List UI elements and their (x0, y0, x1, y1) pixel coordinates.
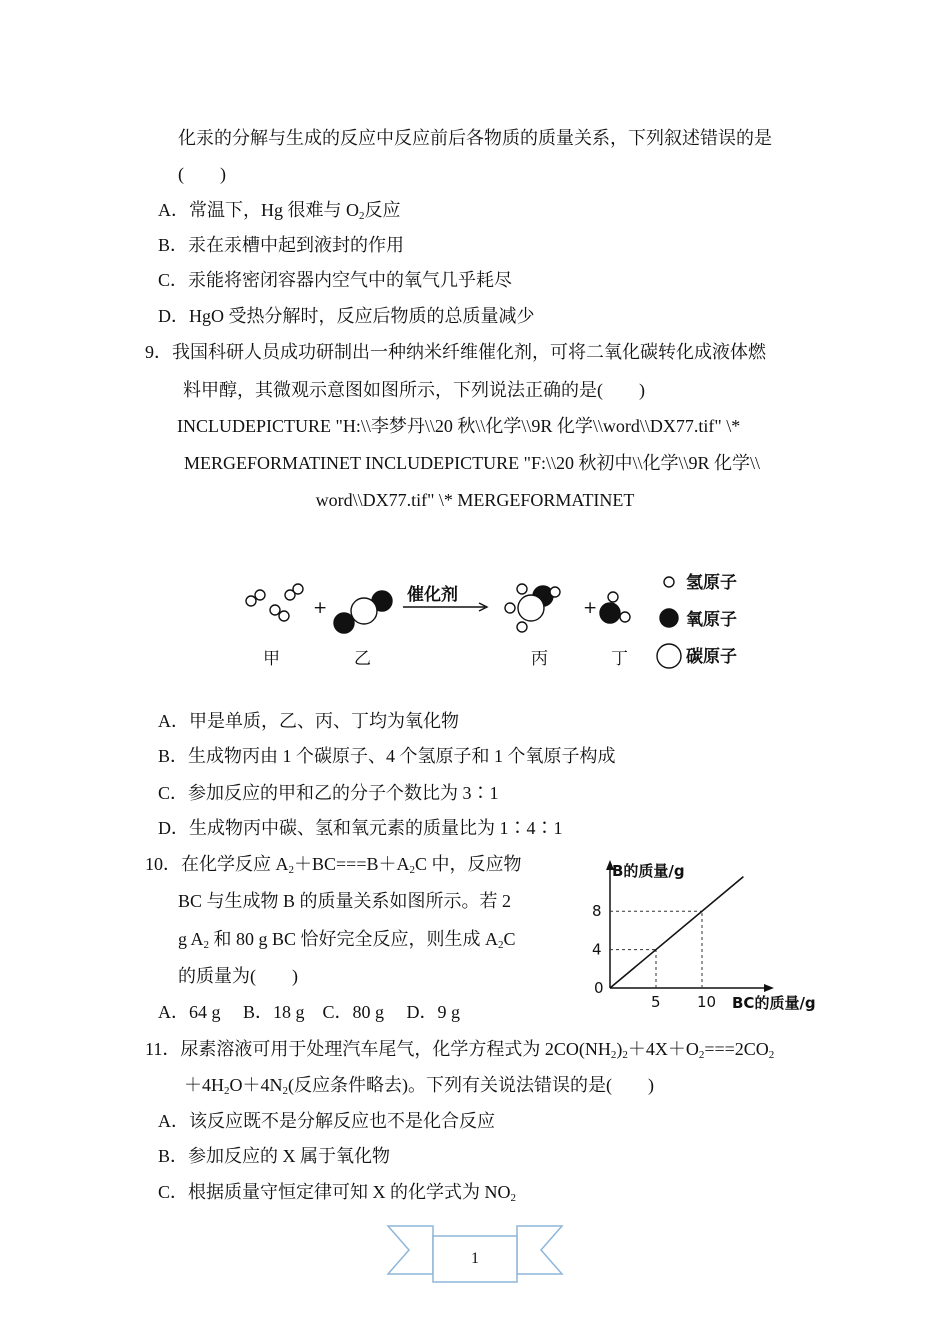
carbon-atom (351, 598, 377, 624)
q8-answer-paren: ( ) (178, 164, 226, 184)
y-tick-label: 8 (592, 902, 602, 921)
q9-field-code-line3: word\\DX77.tif" \* MERGEFORMATINET (315, 490, 635, 510)
y-axis-label: B的质量/g (612, 862, 685, 880)
y-tick-label: 4 (592, 940, 602, 959)
reaction-diagram (235, 568, 755, 678)
q9-stem-line1: 9．我国科研人员成功研制出一种纳米纤维催化剂，可将二氧化碳转化成液体燃 (145, 342, 766, 362)
hydrogen-atom (255, 590, 265, 600)
q10-stem-line2: BC 与生成物 B 的质量关系如图所示。若 2 (178, 891, 512, 911)
hydrogen-atom (608, 592, 618, 602)
oxygen-atom (334, 613, 354, 633)
hydrogen-atom (246, 596, 256, 606)
q10-stem-line1: 10．在化学反应 $A_2+BC===B+A_2C$ 中，反应物 (145, 854, 522, 876)
label-jia: 甲 (263, 649, 280, 669)
legend-hydrogen-symbol (664, 577, 674, 587)
q9-option-d: D．生成物丙中碳、氢和氧元素的质量比为 1∶4∶1 (158, 818, 563, 838)
hydrogen-atom (270, 605, 280, 615)
mass-relation-chart (580, 852, 840, 1017)
hydrogen-atom (517, 584, 527, 594)
q8-option-b: B．汞在汞槽中起到液封的作用 (158, 235, 405, 255)
oxygen-atom (600, 603, 620, 623)
q11-option-b: B．参加反应的 X 属于氧化物 (158, 1146, 391, 1166)
legend-oxygen-symbol (660, 609, 678, 627)
q10-stem-line4: 的质量为( ) (178, 966, 298, 986)
x-tick-label: 5 (651, 993, 661, 1011)
q11-option-c: C．根据质量守恒定律可知 X 的化学式为 $NO_2$ (158, 1182, 517, 1204)
x-axis-label: BC的质量/g (732, 994, 816, 1012)
q11-stem-line1: 11．尿素溶液可用于处理汽车尾气，化学方程式为 $2CO(NH_2)_2+4X+O_2===2CO_2$ (145, 1039, 775, 1061)
legend-hydrogen-label: 氢原子 (686, 573, 737, 593)
plus-sign-1: + (313, 598, 328, 618)
hydrogen-atom (550, 587, 560, 597)
q10-stem-line3: g $A_2$ 和 80 g BC 恰好完全反应，则生成 $A_2C$ (178, 929, 516, 951)
q11-stem-line2: $+4H_2O+4N_2$(反应条件略去)。下列有关说法错误的是( ) (184, 1075, 654, 1097)
hydrogen-atom (505, 603, 515, 613)
origin-label: 0 (594, 979, 604, 997)
plus-sign-2: + (583, 598, 598, 618)
x-tick-label: 10 (697, 993, 717, 1011)
q9-option-a: A．甲是单质，乙、丙、丁均为氧化物 (158, 711, 459, 731)
q8-option-a: A．常温下，Hg 很难与 $O_2$反应 (158, 200, 401, 222)
q9-option-c: C．参加反应的甲和乙的分子个数比为 3∶1 (158, 783, 499, 803)
catalyst-label: 催化剂 (407, 585, 458, 605)
label-bing: 丙 (531, 649, 548, 669)
legend-oxygen-label: 氧原子 (686, 610, 737, 630)
q11-option-a: A．该反应既不是分解反应也不是化合反应 (158, 1111, 495, 1131)
x-axis-arrow (764, 984, 774, 992)
q8-option-d: D．HgO 受热分解时，反应后物质的总质量减少 (158, 306, 535, 326)
q8-option-c: C．汞能将密闭容器内空气中的氧气几乎耗尽 (158, 270, 513, 290)
legend-carbon-symbol (657, 644, 681, 668)
q9-field-code-line2: MERGEFORMATINET INCLUDEPICTURE "F:\\20 秋初中\\化学\\9R 化学\\ (184, 453, 761, 473)
label-ding: 丁 (611, 649, 628, 669)
page-number: 1 (471, 1250, 479, 1267)
hydrogen-atom (620, 612, 630, 622)
carbon-atom (518, 595, 544, 621)
hydrogen-atom (517, 622, 527, 632)
hydrogen-atom (279, 611, 289, 621)
hydrogen-atom (293, 584, 303, 594)
label-yi: 乙 (354, 649, 371, 669)
series-line (610, 877, 743, 988)
q8-stem-line1: 化汞的分解与生成的反应中反应前后各物质的质量关系，下列叙述错误的是 (178, 128, 772, 148)
q9-field-code-line1: INCLUDEPICTURE "H:\\李梦丹\\20 秋\\化学\\9R 化学\\word\\DX77.tif" \* (177, 416, 741, 436)
legend-carbon-label: 碳原子 (686, 647, 737, 667)
q9-stem-line2: 料甲醇，其微观示意图如图所示，下列说法正确的是( ) (183, 380, 645, 400)
q10-options: A．64 g B．18 g C．80 g D．9 g (158, 1002, 461, 1022)
q9-option-b: B．生成物丙由 1 个碳原子、4 个氢原子和 1 个氧原子构成 (158, 746, 616, 766)
